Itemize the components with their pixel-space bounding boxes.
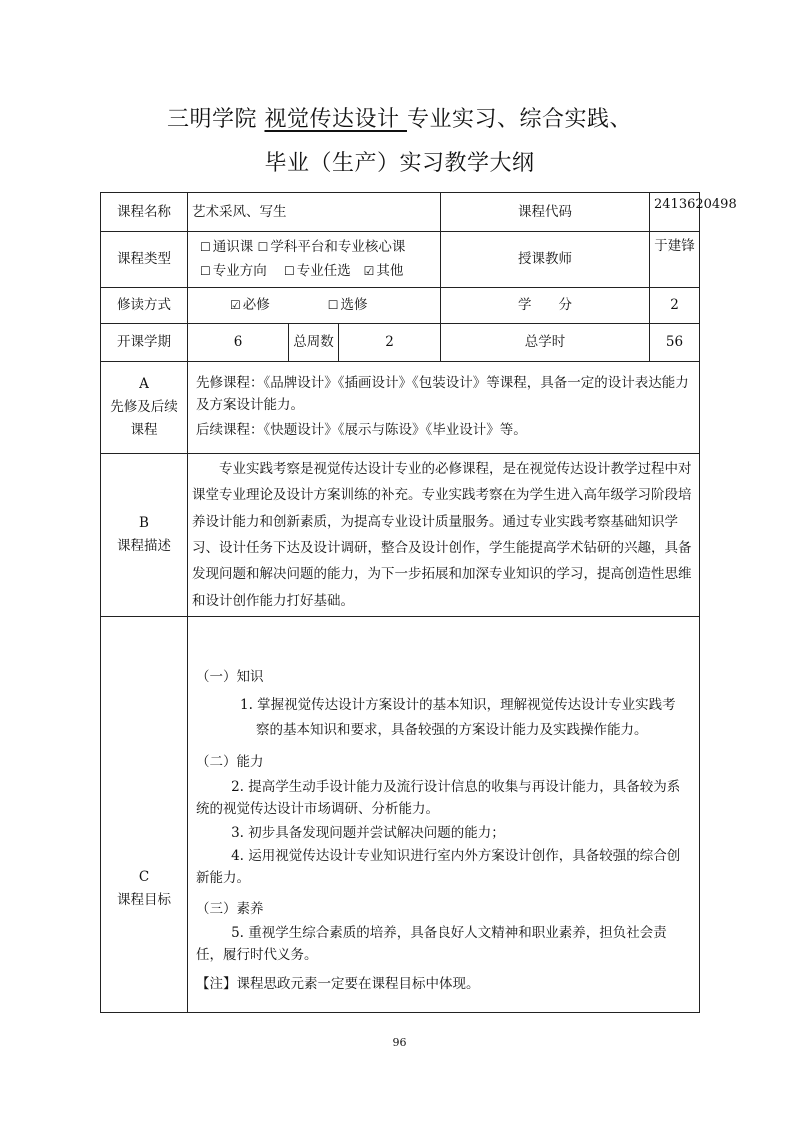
course-type-options — [188, 232, 441, 288]
section-a-content — [188, 362, 700, 454]
section-c-label — [101, 616, 188, 1012]
hours-value: 56 — [650, 324, 700, 362]
weeks-label: 总周数 — [289, 324, 339, 362]
checkbox-general[interactable]: ☐ — [200, 239, 211, 254]
row-section-c — [101, 616, 700, 1012]
section-b-letter: B — [139, 515, 149, 531]
prerequisite-courses: 先修课程：《品牌设计》《插画设计》《包装设计》等课程，具备一定的设计表达能力及方案设计能力。 — [196, 375, 689, 413]
ability-heading: （二）能力 — [196, 753, 264, 770]
objective-3: 3. 初步具备发现问题并尝试解决问题的能力； — [231, 824, 505, 841]
objective-1-cont: 察的基本知识和要求，具备较强的方案设计能力及实践操作能力。 — [256, 722, 648, 739]
hours-label: 总学时 — [441, 324, 650, 362]
knowledge-heading: （一）知识 — [196, 669, 264, 686]
document-title-line2: 毕业（生产）实习教学大纲 — [264, 151, 535, 176]
checkbox-optional[interactable]: ☐ — [327, 298, 339, 313]
objective-note: 【注】课程思政元素一定要在课程目标中体现。 — [196, 976, 480, 993]
option-optional-label: 选修 — [340, 297, 368, 314]
checkbox-elective[interactable]: ☐ — [283, 263, 295, 278]
checkbox-discipline-core[interactable]: ☐ — [257, 239, 269, 254]
title-major: 视觉传达设计 — [264, 107, 407, 132]
section-a-title-2: 课程 — [130, 421, 158, 438]
row-section-a — [101, 362, 700, 454]
section-b-title: 课程描述 — [117, 537, 171, 554]
weeks-value: 2 — [339, 324, 441, 362]
section-a-title: 先修及后续 — [110, 399, 178, 416]
objective-4: 4. 运用视觉传达设计专业知识进行室内外方案设计创作，具备较强的综合创新能力。 — [196, 848, 681, 886]
teacher-value: 于建锋 — [650, 232, 700, 288]
course-code-value: 2413620498 — [650, 193, 700, 232]
semester-label: 开课学期 — [101, 324, 188, 362]
row-course-type — [101, 232, 700, 288]
course-objectives — [188, 616, 700, 1012]
section-c-letter: C — [138, 869, 150, 886]
title-school: 三明学院 — [166, 107, 265, 132]
document-title-line1 — [0, 102, 799, 133]
page-number: 96 — [392, 1036, 407, 1049]
option-discipline-core-label: 学科平台和专业核心课 — [270, 238, 406, 255]
syllabus-table — [100, 192, 737, 1013]
objective-5: 5. 重视学生综合素质的培养，具备良好人文精神和职业素养，担负社会责任，履行时代义务。 — [196, 924, 667, 963]
row-section-b — [101, 454, 700, 617]
quality-heading: （三）素养 — [196, 901, 264, 918]
option-general-label: 通识课 — [212, 238, 254, 255]
credit-label: 学 分 — [441, 288, 650, 324]
option-direction-label: 专业方向 — [212, 262, 267, 279]
option-required-label: 必修 — [242, 297, 270, 314]
semester-value: 6 — [188, 324, 289, 362]
title-suffix: 专业实习、综合实践、 — [406, 107, 632, 132]
objective-2: 2. 提高学生动手设计能力及流行设计信息的收集与再设计能力，具备较为系统的视觉传达设计市场调研、分析能力。 — [196, 779, 681, 817]
section-a-letter: A — [139, 376, 149, 393]
objective-1: 1. 掌握视觉传达设计方案设计的基本知识，理解视觉传达设计专业实践考 — [240, 696, 676, 713]
section-c-title: 课程目标 — [117, 892, 171, 909]
course-name-value: 艺术采风、写生 — [188, 193, 441, 232]
row-study-mode — [101, 288, 700, 324]
course-description: 专业实践考察是视觉传达设计专业的必修课程，是在视觉传达设计教学过程中对课堂专业理论及设计方案训练的补充。专业实践考察在为学生进入高年级学习阶段培养设计能力和创新素质，为提高专业设计质量服务。通过专业实践考察基础知识学习、设计任务下达及设计调研，整合及设计创作，学生能提高学术钻研的兴趣，具备发现问题和解决问题的能力，为下一步拓展和加深专业知识的学习，提高创造性思维和设计创作能力打好基础。 — [188, 454, 700, 617]
row-semester — [101, 324, 700, 362]
section-a-label — [101, 362, 188, 454]
checkbox-direction[interactable]: ☐ — [200, 263, 211, 278]
option-other-label: 其他 — [376, 262, 404, 279]
option-elective-label: 专业任选 — [296, 262, 351, 279]
study-mode-options — [188, 288, 441, 324]
checkbox-required[interactable]: ☑ — [230, 298, 241, 313]
follow-up-courses: 后续课程：《快题设计》《展示与陈设》《毕业设计》等。 — [196, 422, 527, 439]
row-course-name — [101, 193, 700, 232]
section-b-label — [101, 454, 188, 617]
checkbox-other[interactable]: ☑ — [363, 263, 375, 278]
course-name-label: 课程名称 — [101, 193, 188, 232]
course-code-label: 课程代码 — [441, 193, 650, 232]
course-type-label: 课程类型 — [101, 232, 188, 288]
study-mode-label: 修读方式 — [101, 288, 188, 324]
credit-value: 2 — [650, 288, 700, 324]
teacher-label: 授课教师 — [441, 232, 650, 288]
